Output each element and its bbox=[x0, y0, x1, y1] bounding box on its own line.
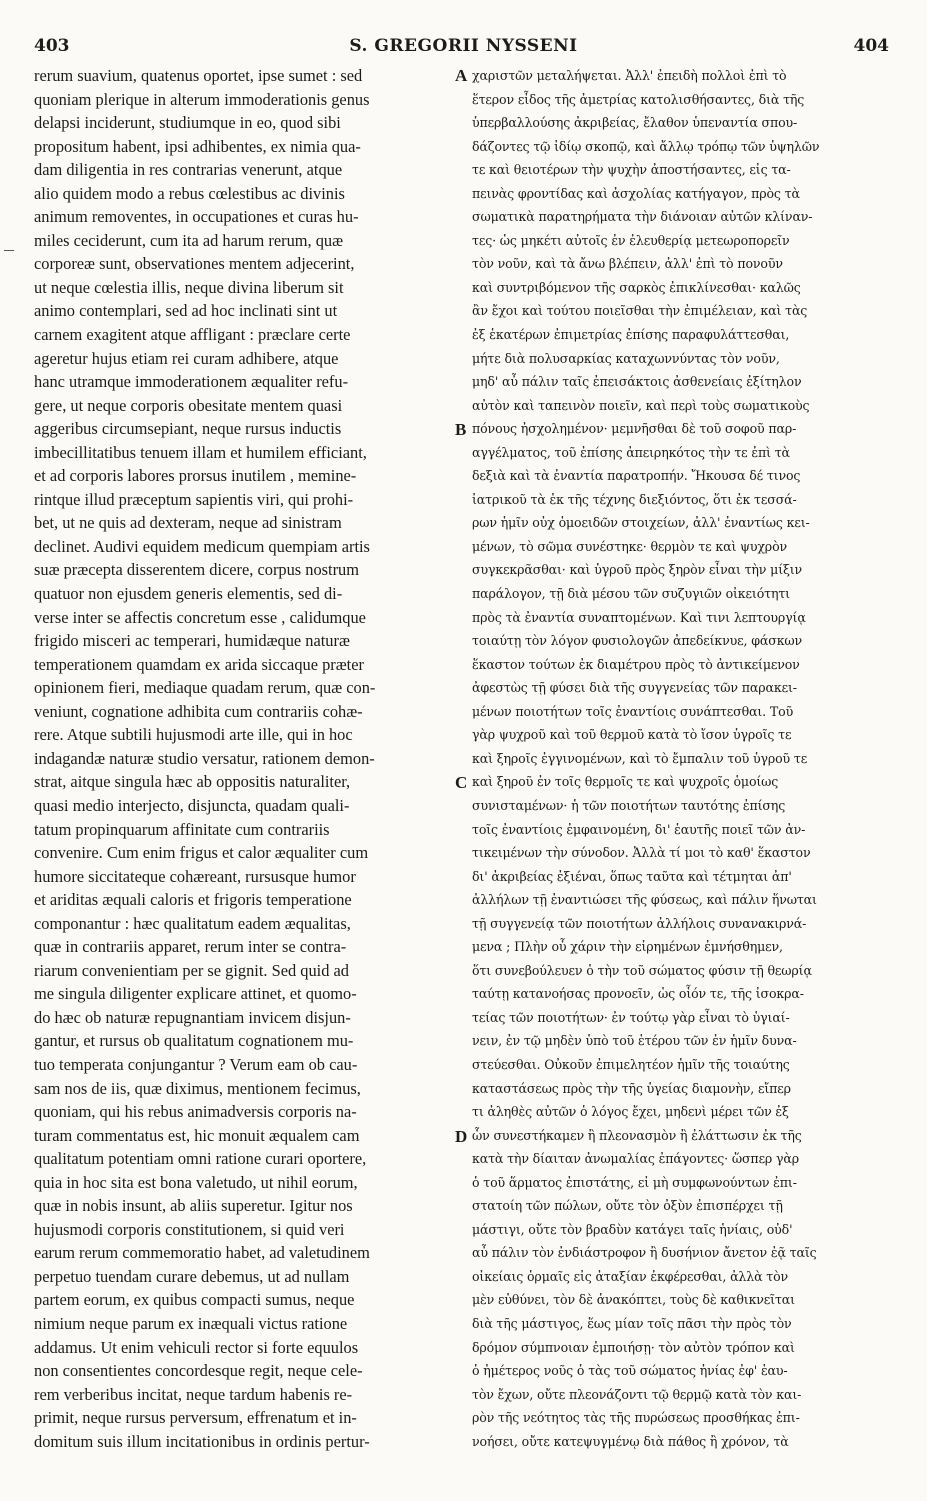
text-line: turam commentatus est, hic monuit æqualem cam bbox=[34, 1125, 360, 1145]
text-line: ἰατρικοῦ τὰ ἐκ τῆς τέχνης διεξιόντος, ὅτι ἐκ τεσσά- bbox=[472, 491, 797, 507]
text-line: συνισταμένων· ἡ τῶν ποιοτήτων ταυτότης ἐπίσης bbox=[472, 797, 786, 813]
text-line: μένων ποιοτήτων τοῖς ἐναντίοις συνάπτεσθαι. Τοῦ bbox=[472, 703, 794, 719]
text-line: κατὰ τὴν δίαιταν ἀνωμαλίας ἐπάγοντες· ὥσπερ γὰρ bbox=[472, 1151, 800, 1167]
text-line: μὲν εὐθύνει, τὸν δὲ ἀνακόπτει, τοὺς δὲ καθικνεῖται bbox=[472, 1292, 795, 1308]
text-line: carnem exagitent atque affligant : præclare certe bbox=[34, 325, 351, 345]
text-line: primit, neque rursus perversum, effrenatum et in- bbox=[34, 1408, 357, 1428]
text-line: partem eorum, ex quibus compacti sumus, neque bbox=[34, 1290, 355, 1310]
text-line: μένων, τὸ σῶμα συνέστηκε· θερμὸν τε καὶ ψυχρὸν bbox=[472, 538, 788, 554]
text-line: αγγέλματος, τοῦ ἐπίσης ἀπειρηκότος τὴν τε ἐπὶ τὰ bbox=[472, 444, 790, 460]
text-line: ὧν συνεστήκαμεν ἢ πλεονασμὸν ἢ ἐλάττωσιν ἐκ τῆς bbox=[472, 1127, 802, 1143]
margin-letter-b: B bbox=[455, 420, 467, 439]
text-line: ρὸν τῆς νεότητος τὰς τῆς πυρώσεως προσθήκας ἐπι- bbox=[472, 1410, 800, 1426]
text-line: τες· ὡς μηκέτι αὐτοῖς ἐν ἐλευθερίᾳ μετεωροπορεῖν bbox=[472, 232, 790, 248]
latin-column bbox=[34, 64, 454, 1453]
text-line: tatum propinquarum affinitate cum contrariis bbox=[34, 819, 330, 839]
text-line: veniunt, cognatione adhibita cum contrariis cohæ- bbox=[34, 701, 363, 721]
text-line: καὶ ξηροῦ ἐν τοῖς θερμοῖς τε καὶ ψυχροῖς ὁμοίως bbox=[472, 774, 779, 790]
text-line: bet, ut ne quis ad dexteram, neque ad sinistram bbox=[34, 513, 342, 533]
text-line: ὑπερβαλλούσης ἀκριβείας, ἔλαθον ὑπεναντία σπου- bbox=[472, 115, 798, 131]
text-line: καὶ συντριβόμενον τῆς σαρκὸς ἐπικλίνεσθαι· καλῶς bbox=[472, 279, 801, 295]
text-line: ut neque cœlestia illis, neque divina liberum sit bbox=[34, 277, 344, 297]
text-line: δάζοντες τῷ ἰδίῳ σκοπῷ, καὶ ἄλλῳ τρόπῳ τῶν ὑψηλῶν bbox=[472, 138, 820, 154]
text-line: αὐτὸν καὶ ταπεινὸν ποιεῖν, καὶ περὶ τοὺς σωματικοὺς bbox=[472, 397, 810, 413]
text-line: domitum suis illum incitationibus in ordinis pertur- bbox=[34, 1431, 370, 1451]
text-line: verse inter se affectis concretum esse , calidumque bbox=[34, 607, 366, 627]
margin-letter-d: D bbox=[455, 1127, 468, 1146]
text-line: quoniam plerique in alterum immoderationis genus bbox=[34, 89, 370, 109]
text-line: νειν, ἐν τῷ μηδὲν ὑπὸ τοῦ ἑτέρου τῶν ἐν ἡμῖν δυνα- bbox=[472, 1033, 797, 1049]
text-line: χαριστῶν μεταλήψεται. Ἀλλ' ἐπειδὴ πολλοὶ ἐπὶ τὸ bbox=[472, 68, 787, 83]
text-line: ἕκαστον τούτων ἐκ διαμέτρου πρὸς τὸ ἀντικείμενον bbox=[472, 656, 800, 672]
text-line: ὁ ἡμέτερος νοῦς ὁ τὰς τοῦ σώματος ἡνίας ἐφ' ἑαυ- bbox=[472, 1363, 788, 1379]
page-number-right: 404 bbox=[853, 36, 889, 56]
text-line: rem verberibus incitat, neque tardum habenis re- bbox=[34, 1384, 353, 1404]
text-line: hanc utramque immoderationem æqualiter refu- bbox=[34, 372, 349, 392]
text-line: quæ in nobis insunt, ab aliis superetur. Igitur nos bbox=[34, 1196, 353, 1216]
text-line: non consentientes concordesque regit, neque cele- bbox=[34, 1361, 363, 1381]
text-line: addamus. Ut enim vehiculi rector si forte equulos bbox=[34, 1337, 359, 1357]
running-title: S. GREGORII NYSSENI bbox=[349, 36, 578, 56]
text-line: τείας τῶν ποιοτήτων· ἐν τούτῳ γὰρ εἶναι τὸ ὑγιαί- bbox=[472, 1009, 790, 1025]
text-line: ἐξ ἑκατέρων ἐπιμετρίας ἐπίσης παραφυλάττεσθαι, bbox=[472, 327, 790, 343]
text-line: frigido misceri ac temperari, humidæque naturæ bbox=[34, 631, 350, 651]
text-line: alio quidem modo a rebus cœlestibus ac divinis bbox=[34, 183, 345, 203]
text-line: me singula diligenter explicare attinet, et quomo- bbox=[34, 984, 357, 1004]
text-line: delapsi inciderunt, studiumque in eo, quod sibi bbox=[34, 113, 341, 133]
text-line: ἀλλήλων τῇ ἐναντιώσει τῆς φύσεως, καὶ πάλιν ἥνωται bbox=[472, 892, 817, 908]
text-line: ἀφεστὼς τῇ φύσει διὰ τῆς συγγενείας τῶν παρακει- bbox=[472, 680, 797, 696]
text-line: quasi medio interjecto, disjuncta, quadam quali- bbox=[34, 795, 350, 815]
text-line: animum removentes, in occupationes et curas hu- bbox=[34, 207, 359, 227]
text-line: συγκεκρᾶσθαι· καὶ ὑγροῦ πρὸς ξηρὸν εἶναι τὴν μίξιν bbox=[472, 562, 803, 578]
text-line: καταστάσεως πρὸς τὴν τῆς ὑγείας διαμονὴν, εἴπερ bbox=[472, 1080, 791, 1096]
text-line: quæ in contrariis apparet, rerum inter se contra- bbox=[34, 937, 347, 957]
text-line: indagandæ naturæ studio versatur, rationem demon- bbox=[34, 748, 375, 768]
text-line: στεύεσθαι. Οὐκοῦν ἐπιμελητέον ἡμῖν τῆς τοιαύτης bbox=[472, 1056, 790, 1072]
text-line: gantur, et rursus ob qualitatum cognationem mu- bbox=[34, 1031, 354, 1051]
text-line: τῇ συγγενείᾳ τῶν ποιοτήτων ἀλλήλοις συνανακιρνά- bbox=[472, 915, 807, 931]
text-line: propositum habent, ipsi adhibentes, ex nimia qua- bbox=[34, 136, 361, 156]
text-line: rintque illud præceptum sapientis viri, qui prohi- bbox=[34, 489, 354, 509]
text-line: δι' ἀκριβείας ἐξιέναι, ὅπως ταῦτα καὶ τέτμηται ἀπ' bbox=[472, 868, 792, 884]
text-line: καὶ ξηροῖς ἐγγινομένων, καὶ τὸ ἔμπαλιν τοῦ ὑγροῦ τε bbox=[472, 750, 808, 766]
text-line: gere, ut neque corporis obesitate mentem quasi bbox=[34, 395, 343, 415]
text-line: et ariditas æquali caloris et frigoris temperatione bbox=[34, 890, 352, 910]
text-line: οἰκείαις ὁρμαῖς εἰς ἀταξίαν ἐκφέρεσθαι, ἀλλὰ τὸν bbox=[472, 1268, 789, 1284]
text-line: αὖ πάλιν τὸν ἐνδιάστροφον ἢ δυσήνιον ἄνετον ἐᾷ ταῖς bbox=[472, 1245, 817, 1261]
text-line: τικειμένων τὴν σύνοδον. Ἀλλὰ τί μοι τὸ καθ' ἕκαστον bbox=[472, 845, 811, 861]
text-line: quatuor non ejusdem generis elementis, sed di- bbox=[34, 584, 343, 604]
text-line: perpetuo tuendam curare debemus, ut ad nullam bbox=[34, 1266, 350, 1286]
text-line: riarum convenientiam per se gignit. Sed quid ad bbox=[34, 960, 349, 980]
text-line: γὰρ ψυχροῦ καὶ τοῦ θερμοῦ κατὰ τὸ ἴσον ὑγροῖς τε bbox=[472, 727, 792, 743]
text-line: μήτε διὰ πολυσαρκίας καταχωννύντας τὸν νοῦν, bbox=[472, 350, 780, 366]
margin-letter-c: C bbox=[455, 773, 468, 792]
text-line: imbecillitatibus tenuem illam et humilem efficiant, bbox=[34, 442, 367, 462]
text-line: suæ præcepta disserentem dicere, corpus nostrum bbox=[34, 560, 359, 580]
text-line: corporeæ sunt, observationes mentem adjecerint, bbox=[34, 254, 355, 274]
text-line: quia in hoc sita est bona valetudo, ut nihil eorum, bbox=[34, 1172, 358, 1192]
text-line: ὁ τοῦ ἅρματος ἐπιστάτης, εἰ μὴ συμφωνούντων ἐπι- bbox=[472, 1174, 797, 1190]
text-line: et ad corporis labores prorsus inutilem , memine- bbox=[34, 466, 357, 486]
text-line: δεξιὰ καὶ τὰ ἐναντία παρατροπήν. Ἤκουσα δέ τινος bbox=[472, 468, 801, 484]
text-line: miles ceciderunt, cum ita ad harum rerum, quæ bbox=[34, 230, 344, 250]
text-line: declinet. Audivi equidem medicum quempiam artis bbox=[34, 536, 370, 556]
text-line: μηδ' αὖ πάλιν ταῖς ἐπεισάκτοις ἀσθενείαις ἐξίτηλον bbox=[472, 374, 802, 390]
text-line: temperationem quamdam ex arida siccaque præter bbox=[34, 654, 364, 674]
greek-column bbox=[472, 64, 892, 1453]
text-line: convenire. Cum enim frigus et calor æqualiter cum bbox=[34, 843, 369, 863]
text-line: τε καὶ θειοτέρων τὴν ψυχὴν ἀποστήσαντες, εἰς τα- bbox=[472, 162, 791, 178]
text-line: ἂν ἔχοι καὶ τούτου ποιεῖσθαι τὴν ἐπιμέλειαν, καὶ τὰς bbox=[472, 303, 808, 319]
text-line: do hæc ob naturæ repugnantiam invicem disjun- bbox=[34, 1007, 351, 1027]
text-line: τοιαύτῃ τὸν λόγον φυσιολογῶν ἀπεδείκνυε, φάσκων bbox=[472, 633, 803, 649]
text-line: στατοίη τῶν πώλων, οὔτε τὸν ὀξὺν ἐπισπέρχει τῇ bbox=[472, 1198, 783, 1214]
text-line: πρὸς τὰ ἐναντία συναπτομένων. Καὶ τινι λεπτουργίᾳ bbox=[472, 609, 806, 625]
text-line: strat, aitque singula hæc ab oppositis naturaliter, bbox=[34, 772, 351, 792]
text-line: animo contemplari, sed ad hoc inclinati sint ut bbox=[34, 301, 338, 321]
text-line: παράλογον, τῇ διὰ μέσου τῶν συζυγιῶν οἰκειότητι bbox=[472, 586, 790, 602]
text-line: sam nos de iis, quæ diximus, mentionem fecimus, bbox=[34, 1078, 361, 1098]
text-line: componantur : hæc qualitatum eadem æqualitas, bbox=[34, 913, 351, 933]
text-line: ταύτῃ κατανοήσας προνοεῖν, ὡς οἷόν τε, τῆς ἰσοκρα- bbox=[472, 986, 804, 1002]
margin-mark bbox=[4, 250, 14, 251]
text-line: τι ἀληθὲς αὐτῶν ὁ λόγος ἔχει, μηδενὶ μέρει τῶν ἐξ bbox=[472, 1104, 789, 1120]
page-number-left: 403 bbox=[34, 36, 70, 56]
text-line: aggeribus circumsepiant, neque rursus inductis bbox=[34, 419, 342, 439]
text-line: hujusmodi corporis constitutionem, si quid veri bbox=[34, 1219, 345, 1239]
text-line: qualitatum potentiam omni ratione curari oportere, bbox=[34, 1149, 367, 1169]
text-line: dam diligentia in res contrarias venerunt, atque bbox=[34, 160, 343, 180]
text-line: opinionem fieri, mediaque quadam rerum, quæ con- bbox=[34, 678, 376, 698]
text-line: quoniam, qui his rebus animadversis corporis na- bbox=[34, 1102, 357, 1122]
text-line: ὅτι συνεβούλευεν ὁ τὴν τοῦ σώματος φύσιν τῇ θεωρίᾳ bbox=[472, 962, 812, 978]
text-line: πόνους ἠσχολημένον· μεμνῆσθαι δὲ τοῦ σοφοῦ παρ- bbox=[472, 421, 797, 437]
text-line: δρόμον σύμπνοιαν ἐμποιήσῃ· τὸν αὐτὸν τρόπον καὶ bbox=[472, 1339, 795, 1355]
text-line: earum rerum commemoratio habet, ad valetudinem bbox=[34, 1243, 370, 1263]
text-line: τὸν νοῦν, καὶ τὰ ἄνω βλέπειν, ἀλλ' ἐπὶ τὸ πονοῦν bbox=[472, 256, 783, 272]
text-line: ageretur hujus etiam rei curam adhibere, atque bbox=[34, 348, 339, 368]
text-line: rere. Atque subtili hujusmodi arte ille, qui in hoc bbox=[34, 725, 353, 745]
text-line: ἕτερον εἶδος τῆς ἀμετρίας κατολισθήσαντες, διὰ τῆς bbox=[472, 91, 805, 107]
text-line: τοῖς ἐναντίοις ἐμφαινομένη, δι' ἑαυτῆς ποιεῖ τῶν ἀν- bbox=[472, 821, 806, 837]
text-line: rerum suavium, quatenus oportet, ipse sumet : sed bbox=[34, 66, 363, 85]
text-line: διὰ τῆς μάστιγος, ἕως μίαν τοῖς πᾶσι τὴν πρὸς τὸν bbox=[472, 1315, 792, 1331]
text-line: πεινὰς φροντίδας καὶ ἀσχολίας κατήγαγον, πρὸς τὰ bbox=[472, 185, 800, 201]
text-line: nimium neque parum ex inæquali victus ratione bbox=[34, 1313, 348, 1333]
text-line: σωματικὰ παρατηρήματα τὴν διάνοιαν αὐτῶν κλίναν- bbox=[472, 209, 813, 225]
text-line: tuo temperata conjungantur ? Verum eam ob cau- bbox=[34, 1054, 358, 1074]
text-line: humore siccitateque cohæreant, rursusque humor bbox=[34, 866, 356, 886]
text-line: μάστιγι, οὔτε τὸν βραδὺν κατάγει ταῖς ἡνίαις, οὐδ' bbox=[472, 1221, 793, 1237]
text-line: μενα ; Πλὴν οὖ χάριν τὴν εἰρημένων ἐμνήσθημεν, bbox=[472, 939, 783, 955]
page-header bbox=[0, 0, 927, 62]
text-line: νοήσει, οὔτε κατεψυγμένῳ διὰ πάθος ἢ χρόνον, τὰ bbox=[472, 1433, 789, 1449]
text-line: τὸν ἔχων, οὔτε πλεονάζοντι τῷ θερμῷ κατὰ τὸν και- bbox=[472, 1386, 802, 1402]
text-line: ρων ἡμῖν οὐχ ὁμοειδῶν στοιχείων, ἀλλ' ἐναντίως κει- bbox=[472, 515, 810, 531]
margin-letter-a: A bbox=[455, 66, 468, 85]
